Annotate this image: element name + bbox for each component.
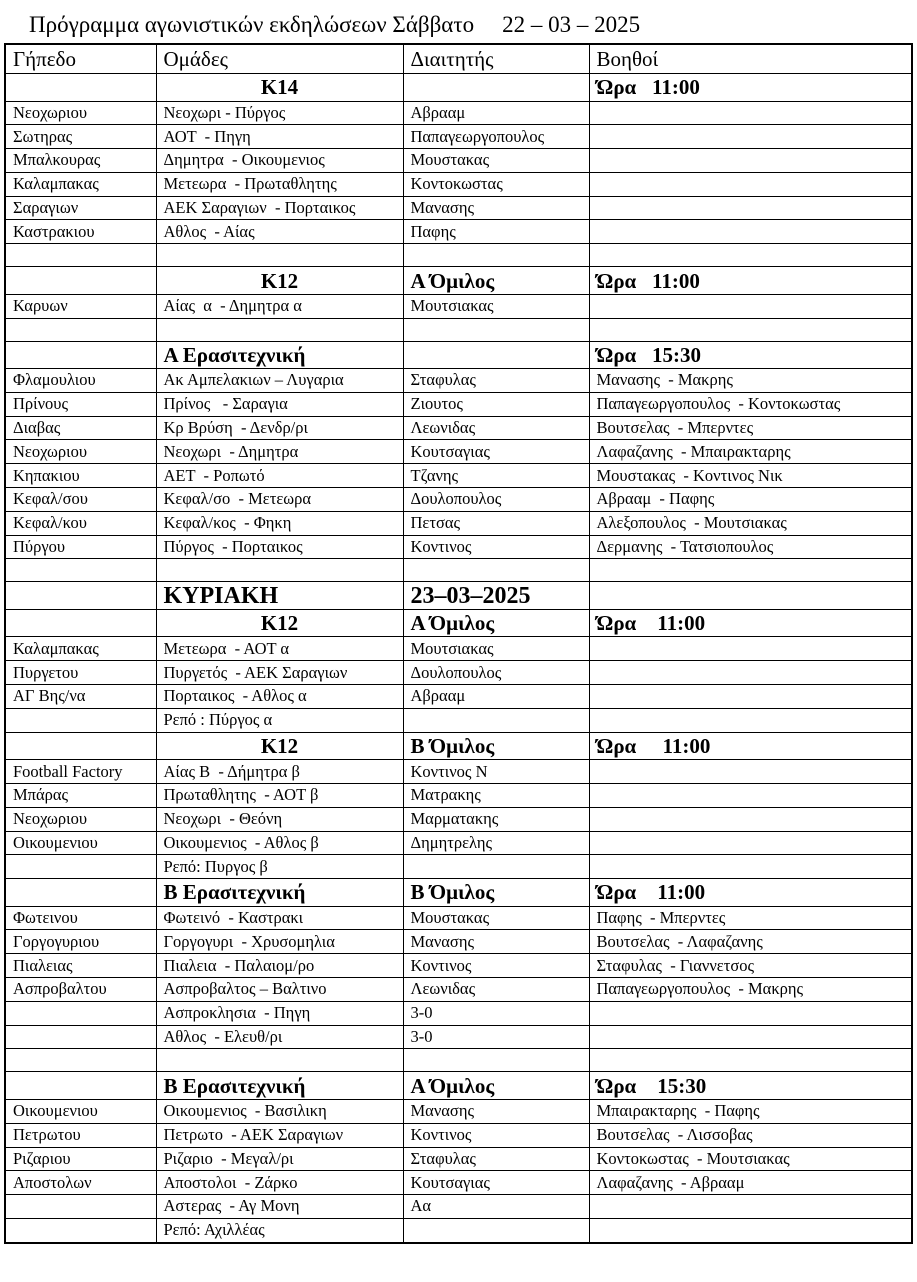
cell-referee: Σταφυλας [403, 1147, 589, 1171]
table-row [5, 807, 912, 831]
cell-teams: Μετεωρα - ΑΟΤ α [156, 637, 403, 661]
cell-venue: ΑΓ Βης/να [5, 685, 156, 709]
cell-teams: Πορταικος - Αθλος α [156, 685, 403, 709]
cell-referee: Δημητρελης [403, 831, 589, 855]
cell-teams: Αθλος - Αίας [156, 220, 403, 244]
cell-venue: Πρίνους [5, 392, 156, 416]
cell-teams: Αίας Β - Δήμητρα β [156, 760, 403, 784]
table-row [5, 930, 912, 954]
cell-teams: Πρωταθλητης - ΑΟΤ β [156, 783, 403, 807]
cell-assistants: Αβρααμ - Παφης [589, 488, 912, 512]
cell-assistants: Μπαιρακταρης - Παφης [589, 1099, 912, 1123]
cell-referee [403, 559, 589, 582]
cell-assistants [589, 125, 912, 149]
document-title [29, 8, 640, 42]
section-venue [5, 879, 156, 907]
cell-venue: Κεφαλ/σου [5, 488, 156, 512]
table-row [5, 708, 912, 732]
cell-referee [403, 318, 589, 341]
cell-teams: Ασπροβαλτος – Βαλτινο [156, 978, 403, 1002]
cell-teams: ΑΟΤ - Πηγη [156, 125, 403, 149]
cell-venue: Φωτεινου [5, 906, 156, 930]
cell-venue [5, 1025, 156, 1049]
table-row [5, 906, 912, 930]
cell-teams: Πιαλεια - Παλαιομ/ρο [156, 954, 403, 978]
table-row [5, 440, 912, 464]
cell-assistants [589, 294, 912, 318]
section-venue [5, 74, 156, 102]
section-referee: Α Όμιλος [403, 1072, 589, 1100]
empty-row [5, 318, 912, 341]
cell-referee: Μουστακας [403, 149, 589, 173]
cell-venue: Κεφαλ/κου [5, 511, 156, 535]
table-row [5, 1099, 912, 1123]
cell-venue: Νεοχωριου [5, 101, 156, 125]
title-text: Πρόγραμμα αγωνιστικών εκδηλώσεων Σάββατο [29, 12, 475, 37]
cell-assistants: Βουτσελας - Μπερντες [589, 416, 912, 440]
cell-referee: 3-0 [403, 1025, 589, 1049]
section-row [5, 879, 912, 907]
cell-assistants [589, 244, 912, 267]
cell-venue: Καλαμπακας [5, 172, 156, 196]
section-venue [5, 582, 156, 610]
cell-referee: Μανασης [403, 1099, 589, 1123]
cell-assistants [589, 1218, 912, 1242]
cell-venue [5, 1049, 156, 1072]
cell-teams: Πυργετός - ΑΕΚ Σαραγιων [156, 661, 403, 685]
cell-venue: Σαραγιων [5, 196, 156, 220]
cell-referee: Μουτσιακας [403, 637, 589, 661]
cell-venue [5, 559, 156, 582]
cell-assistants [589, 318, 912, 341]
cell-assistants [589, 685, 912, 709]
cell-venue: Γοργογυριου [5, 930, 156, 954]
cell-teams: Κεφαλ/κος - Φηκη [156, 511, 403, 535]
cell-referee: Ματρακης [403, 783, 589, 807]
cell-referee: Μουστακας [403, 906, 589, 930]
table-row [5, 196, 912, 220]
cell-assistants [589, 101, 912, 125]
cell-venue: Διαβας [5, 416, 156, 440]
section-row [5, 609, 912, 637]
cell-assistants: Σταφυλας - Γιαννετσος [589, 954, 912, 978]
cell-venue: Νεοχωριου [5, 440, 156, 464]
section-row [5, 74, 912, 102]
cell-assistants [589, 196, 912, 220]
cell-referee: Αβρααμ [403, 685, 589, 709]
cell-assistants [589, 1049, 912, 1072]
cell-referee: Μανασης [403, 930, 589, 954]
section-assistants: Ώρα 11:00 [589, 732, 912, 760]
cell-referee: Κοντινος [403, 535, 589, 559]
cell-venue: Οικουμενιου [5, 1099, 156, 1123]
table-row [5, 1123, 912, 1147]
cell-referee [403, 1049, 589, 1072]
empty-row [5, 1049, 912, 1072]
cell-venue: Πιαλειας [5, 954, 156, 978]
header-teams: Ομάδες [156, 44, 403, 74]
cell-teams: Ασπροκλησια - Πηγη [156, 1001, 403, 1025]
cell-assistants [589, 220, 912, 244]
cell-referee: Παφης [403, 220, 589, 244]
table-row [5, 1218, 912, 1242]
table-row [5, 125, 912, 149]
cell-teams [156, 244, 403, 267]
table-row [5, 783, 912, 807]
cell-venue [5, 1218, 156, 1242]
cell-teams: Οικουμενιος - Αθλος β [156, 831, 403, 855]
cell-teams: Αστερας - Αγ Μονη [156, 1195, 403, 1219]
cell-referee: Αβρααμ [403, 101, 589, 125]
section-referee [403, 74, 589, 102]
section-row [5, 1072, 912, 1100]
cell-assistants: Μανασης - Μακρης [589, 369, 912, 393]
cell-assistants [589, 1001, 912, 1025]
section-assistants: Ώρα 11:00 [589, 609, 912, 637]
section-referee: Α Όμιλος [403, 267, 589, 295]
section-referee [403, 341, 589, 369]
table-row [5, 954, 912, 978]
cell-assistants: Λαφαζανης - Αβρααμ [589, 1171, 912, 1195]
section-teams: Κ14 [156, 74, 403, 102]
cell-assistants [589, 172, 912, 196]
cell-referee: Κοντινος [403, 1123, 589, 1147]
cell-venue: Οικουμενιου [5, 831, 156, 855]
cell-referee [403, 855, 589, 879]
cell-teams: Ρεπό: Πυργος β [156, 855, 403, 879]
section-venue [5, 1072, 156, 1100]
section-venue [5, 341, 156, 369]
table-row [5, 855, 912, 879]
cell-assistants [589, 1195, 912, 1219]
table-row [5, 369, 912, 393]
header-assistants: Βοηθοί [589, 44, 912, 74]
cell-assistants [589, 783, 912, 807]
cell-venue: Ριζαριου [5, 1147, 156, 1171]
section-assistants: Ώρα 15:30 [589, 1072, 912, 1100]
cell-assistants [589, 661, 912, 685]
cell-teams: Νεοχωρι - Δημητρα [156, 440, 403, 464]
section-teams: Κ12 [156, 609, 403, 637]
cell-assistants: Κοντοκωστας - Μουτσιακας [589, 1147, 912, 1171]
schedule-body [5, 74, 912, 1243]
cell-teams: Αθλος - Ελευθ/ρι [156, 1025, 403, 1049]
table-row [5, 1025, 912, 1049]
title-date: 22 – 03 – 2025 [502, 12, 641, 37]
section-venue [5, 732, 156, 760]
cell-assistants [589, 831, 912, 855]
cell-teams: Νεοχωρι - Πύργος [156, 101, 403, 125]
cell-venue: Πυργετου [5, 661, 156, 685]
cell-assistants: Βουτσελας - Λισσοβας [589, 1123, 912, 1147]
cell-venue: Μπάρας [5, 783, 156, 807]
cell-assistants [589, 559, 912, 582]
section-teams: ΚΥΡΙΑΚΗ [156, 582, 403, 610]
cell-teams: Γοργογυρι - Χρυσομηλια [156, 930, 403, 954]
table-row [5, 637, 912, 661]
cell-teams: Κεφαλ/σο - Μετεωρα [156, 488, 403, 512]
cell-assistants: Δερμανης - Τατσιοπουλος [589, 535, 912, 559]
cell-assistants: Λαφαζανης - Μπαιρακταρης [589, 440, 912, 464]
cell-venue [5, 244, 156, 267]
cell-referee: Κοντοκωστας [403, 172, 589, 196]
cell-referee: Δουλοπουλος [403, 661, 589, 685]
section-venue [5, 609, 156, 637]
cell-teams: Ακ Αμπελακιων – Λυγαρια [156, 369, 403, 393]
cell-referee [403, 1218, 589, 1242]
cell-teams: Νεοχωρι - Θεόνη [156, 807, 403, 831]
cell-teams: Δημητρα - Οικουμενιος [156, 149, 403, 173]
cell-referee: Κουτσαγιας [403, 1171, 589, 1195]
cell-teams: ΑΕΚ Σαραγιων - Πορταικος [156, 196, 403, 220]
cell-venue: Καλαμπακας [5, 637, 156, 661]
cell-referee: Λεωνιδας [403, 416, 589, 440]
cell-assistants [589, 149, 912, 173]
cell-referee: Λεωνιδας [403, 978, 589, 1002]
header-referee: Διαιτητής [403, 44, 589, 74]
section-teams: Κ12 [156, 267, 403, 295]
cell-venue: Νεοχωριου [5, 807, 156, 831]
cell-venue: Αποστολων [5, 1171, 156, 1195]
cell-venue: Πύργου [5, 535, 156, 559]
cell-teams: Ριζαριο - Μεγαλ/ρι [156, 1147, 403, 1171]
cell-venue [5, 1195, 156, 1219]
section-venue [5, 267, 156, 295]
cell-teams: Ρεπό: Αχιλλέας [156, 1218, 403, 1242]
cell-assistants [589, 637, 912, 661]
section-teams: Β Ερασιτεχνική [156, 879, 403, 907]
cell-referee: Μαρματακης [403, 807, 589, 831]
cell-referee: Κοντινος Ν [403, 760, 589, 784]
section-assistants: Ώρα 11:00 [589, 267, 912, 295]
section-row [5, 582, 912, 610]
table-row [5, 661, 912, 685]
table-row [5, 294, 912, 318]
section-row [5, 732, 912, 760]
cell-teams: ΑΕΤ - Ροπωτό [156, 464, 403, 488]
cell-teams: Φωτεινό - Καστρακι [156, 906, 403, 930]
table-row [5, 172, 912, 196]
table-row [5, 511, 912, 535]
cell-referee [403, 244, 589, 267]
cell-teams: Αίας α - Δημητρα α [156, 294, 403, 318]
cell-venue [5, 855, 156, 879]
cell-venue: Καστρακιου [5, 220, 156, 244]
section-referee: Β Όμιλος [403, 732, 589, 760]
table-row [5, 760, 912, 784]
cell-referee: Αα [403, 1195, 589, 1219]
cell-assistants: Βουτσελας - Λαφαζανης [589, 930, 912, 954]
table-row [5, 220, 912, 244]
section-assistants: Ώρα 11:00 [589, 74, 912, 102]
section-assistants [589, 582, 912, 610]
table-row [5, 1171, 912, 1195]
cell-teams [156, 318, 403, 341]
cell-assistants [589, 1025, 912, 1049]
cell-teams: Πρίνος - Σαραγια [156, 392, 403, 416]
cell-venue: Football Factory [5, 760, 156, 784]
table-row [5, 1001, 912, 1025]
table-row [5, 831, 912, 855]
schedule-table [4, 43, 913, 1244]
table-row [5, 392, 912, 416]
cell-referee: Δουλοπουλος [403, 488, 589, 512]
cell-venue: Κηπακιου [5, 464, 156, 488]
cell-teams [156, 1049, 403, 1072]
section-referee: Α Όμιλος [403, 609, 589, 637]
table-row [5, 535, 912, 559]
cell-teams: Κρ Βρύση - Δενδρ/ρι [156, 416, 403, 440]
cell-venue: Φλαμουλιου [5, 369, 156, 393]
cell-venue: Μπαλκουρας [5, 149, 156, 173]
header-venue: Γήπεδο [5, 44, 156, 74]
table-row [5, 978, 912, 1002]
cell-assistants [589, 760, 912, 784]
cell-referee: Πετσας [403, 511, 589, 535]
empty-row [5, 559, 912, 582]
table-row [5, 1195, 912, 1219]
cell-referee: Μουτσιακας [403, 294, 589, 318]
table-row [5, 464, 912, 488]
cell-assistants [589, 708, 912, 732]
table-row [5, 101, 912, 125]
cell-referee [403, 708, 589, 732]
section-row [5, 267, 912, 295]
table-row [5, 685, 912, 709]
cell-teams: Πύργος - Πορταικος [156, 535, 403, 559]
cell-venue: Καρυων [5, 294, 156, 318]
cell-teams: Μετεωρα - Πρωταθλητης [156, 172, 403, 196]
empty-row [5, 244, 912, 267]
cell-referee: Σταφυλας [403, 369, 589, 393]
section-teams: Β Ερασιτεχνική [156, 1072, 403, 1100]
cell-venue: Ασπροβαλτου [5, 978, 156, 1002]
cell-teams: Ρεπό : Πύργος α [156, 708, 403, 732]
cell-teams [156, 559, 403, 582]
cell-teams: Αποστολοι - Ζάρκο [156, 1171, 403, 1195]
cell-assistants: Παφης - Μπερντες [589, 906, 912, 930]
table-row [5, 416, 912, 440]
cell-teams: Πετρωτο - ΑΕΚ Σαραγιων [156, 1123, 403, 1147]
table-row [5, 149, 912, 173]
cell-venue [5, 1001, 156, 1025]
cell-assistants [589, 807, 912, 831]
section-teams: Κ12 [156, 732, 403, 760]
section-referee: 23–03–2025 [403, 582, 589, 610]
section-row [5, 341, 912, 369]
cell-referee: Παπαγεωργοπουλος [403, 125, 589, 149]
section-assistants: Ώρα 15:30 [589, 341, 912, 369]
cell-assistants: Μουστακας - Κοντινος Νικ [589, 464, 912, 488]
cell-teams: Οικουμενιος - Βασιλικη [156, 1099, 403, 1123]
cell-referee: Κοντινος [403, 954, 589, 978]
section-teams: Α Ερασιτεχνική [156, 341, 403, 369]
cell-referee: Μανασης [403, 196, 589, 220]
cell-venue: Σωτηρας [5, 125, 156, 149]
cell-venue [5, 318, 156, 341]
table-row [5, 488, 912, 512]
cell-referee: 3-0 [403, 1001, 589, 1025]
cell-referee: Κουτσαγιας [403, 440, 589, 464]
cell-assistants: Παπαγεωργοπουλος - Κοντοκωστας [589, 392, 912, 416]
cell-referee: Ζιουτος [403, 392, 589, 416]
cell-venue [5, 708, 156, 732]
section-referee: Β Όμιλος [403, 879, 589, 907]
cell-assistants [589, 855, 912, 879]
cell-referee: Τζανης [403, 464, 589, 488]
cell-assistants: Αλεξοπουλος - Μουτσιακας [589, 511, 912, 535]
cell-venue: Πετρωτου [5, 1123, 156, 1147]
header-row [5, 44, 912, 74]
cell-assistants: Παπαγεωργοπουλος - Μακρης [589, 978, 912, 1002]
section-assistants: Ώρα 11:00 [589, 879, 912, 907]
table-row [5, 1147, 912, 1171]
